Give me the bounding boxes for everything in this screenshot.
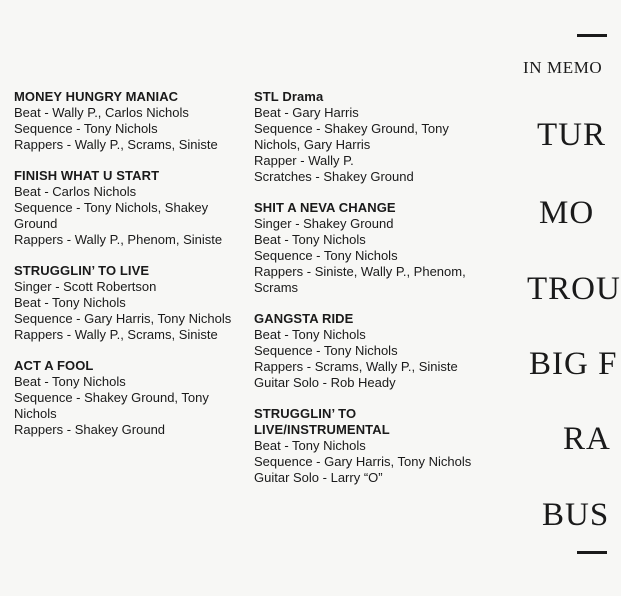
credit-line: Scratches - Shakey Ground: [254, 169, 414, 184]
credit-line: Sequence - Tony Nichols: [254, 248, 398, 263]
divider: [577, 551, 607, 554]
credit-line: Singer - Shakey Ground: [254, 216, 394, 231]
credit-line: Sequence - Tony Nichols: [254, 343, 398, 358]
credit-line: Beat - Gary Harris: [254, 105, 359, 120]
credit-line: Beat - Tony Nichols: [254, 327, 366, 342]
credit-line: Rapper - Wally P.: [254, 153, 354, 168]
credit-line: Beat - Wally P., Carlos Nichols: [14, 105, 189, 120]
tracks-column-middle: [254, 89, 486, 501]
track-credit-block: [14, 358, 246, 438]
credit-line: Sequence - Gary Harris, Tony Nichols: [14, 311, 232, 326]
divider: [577, 34, 607, 37]
credit-line: Guitar Solo - Rob Heady: [254, 375, 396, 390]
credit-line: Rappers - Wally P., Phenom, Siniste: [14, 232, 223, 247]
memoriam-name: BUS: [542, 497, 610, 533]
memoriam-name: MO: [539, 195, 595, 231]
memoriam-heading: IN MEMO: [523, 58, 603, 77]
track-title: ACT A FOOL: [14, 358, 94, 373]
track-credit-block: [14, 89, 246, 153]
track-credit-block: [14, 168, 246, 248]
credit-line: Beat - Tony Nichols: [14, 374, 126, 389]
track-credit-block: [14, 263, 246, 343]
memoriam-name: TROU: [527, 271, 621, 307]
track-title: SHIT A NEVA CHANGE: [254, 200, 396, 215]
credit-line: Rappers - Scrams, Wally P., Siniste: [254, 359, 458, 374]
credit-line: Singer - Scott Robertson: [14, 279, 157, 294]
track-title: GANGSTA RIDE: [254, 311, 354, 326]
track-title: FINISH WHAT U START: [14, 168, 160, 183]
track-title: STRUGGLIN’ TO LIVE/INSTRUMENTAL: [254, 406, 390, 437]
credit-line: Beat - Tony Nichols: [254, 232, 366, 247]
track-credit-block: [254, 89, 486, 185]
credit-line: Rappers - Siniste, Wally P., Phenom, Scrams: [254, 264, 466, 295]
track-credit-block: [254, 200, 486, 296]
credit-line: Rappers - Wally P., Scrams, Siniste: [14, 327, 218, 342]
track-title: STL Drama: [254, 89, 324, 104]
credit-line: Rappers - Wally P., Scrams, Siniste: [14, 137, 218, 152]
track-credit-block: [254, 311, 486, 391]
credit-line: Sequence - Gary Harris, Tony Nichols: [254, 454, 472, 469]
credit-line: Sequence - Shakey Ground, Tony Nichols: [14, 390, 209, 421]
credit-line: Beat - Tony Nichols: [254, 438, 366, 453]
track-title: STRUGGLIN’ TO LIVE: [14, 263, 150, 278]
credit-line: Beat - Carlos Nichols: [14, 184, 137, 199]
memoriam-name: TUR: [537, 117, 606, 153]
credit-line: Sequence - Tony Nichols, Shakey Ground: [14, 200, 209, 231]
credit-line: Sequence - Shakey Ground, Tony Nichols, Gary Harris: [254, 121, 449, 152]
track-credit-block: [254, 406, 486, 486]
tracks-column-left: [14, 89, 246, 453]
credit-line: Sequence - Tony Nichols: [14, 121, 158, 136]
memoriam-name: RA: [563, 421, 611, 457]
track-title: MONEY HUNGRY MANIAC: [14, 89, 179, 104]
credit-line: Rappers - Shakey Ground: [14, 422, 166, 437]
credit-line: Guitar Solo - Larry “O”: [254, 470, 383, 485]
memoriam-name: BIG F: [529, 346, 618, 382]
credit-line: Beat - Tony Nichols: [14, 295, 126, 310]
